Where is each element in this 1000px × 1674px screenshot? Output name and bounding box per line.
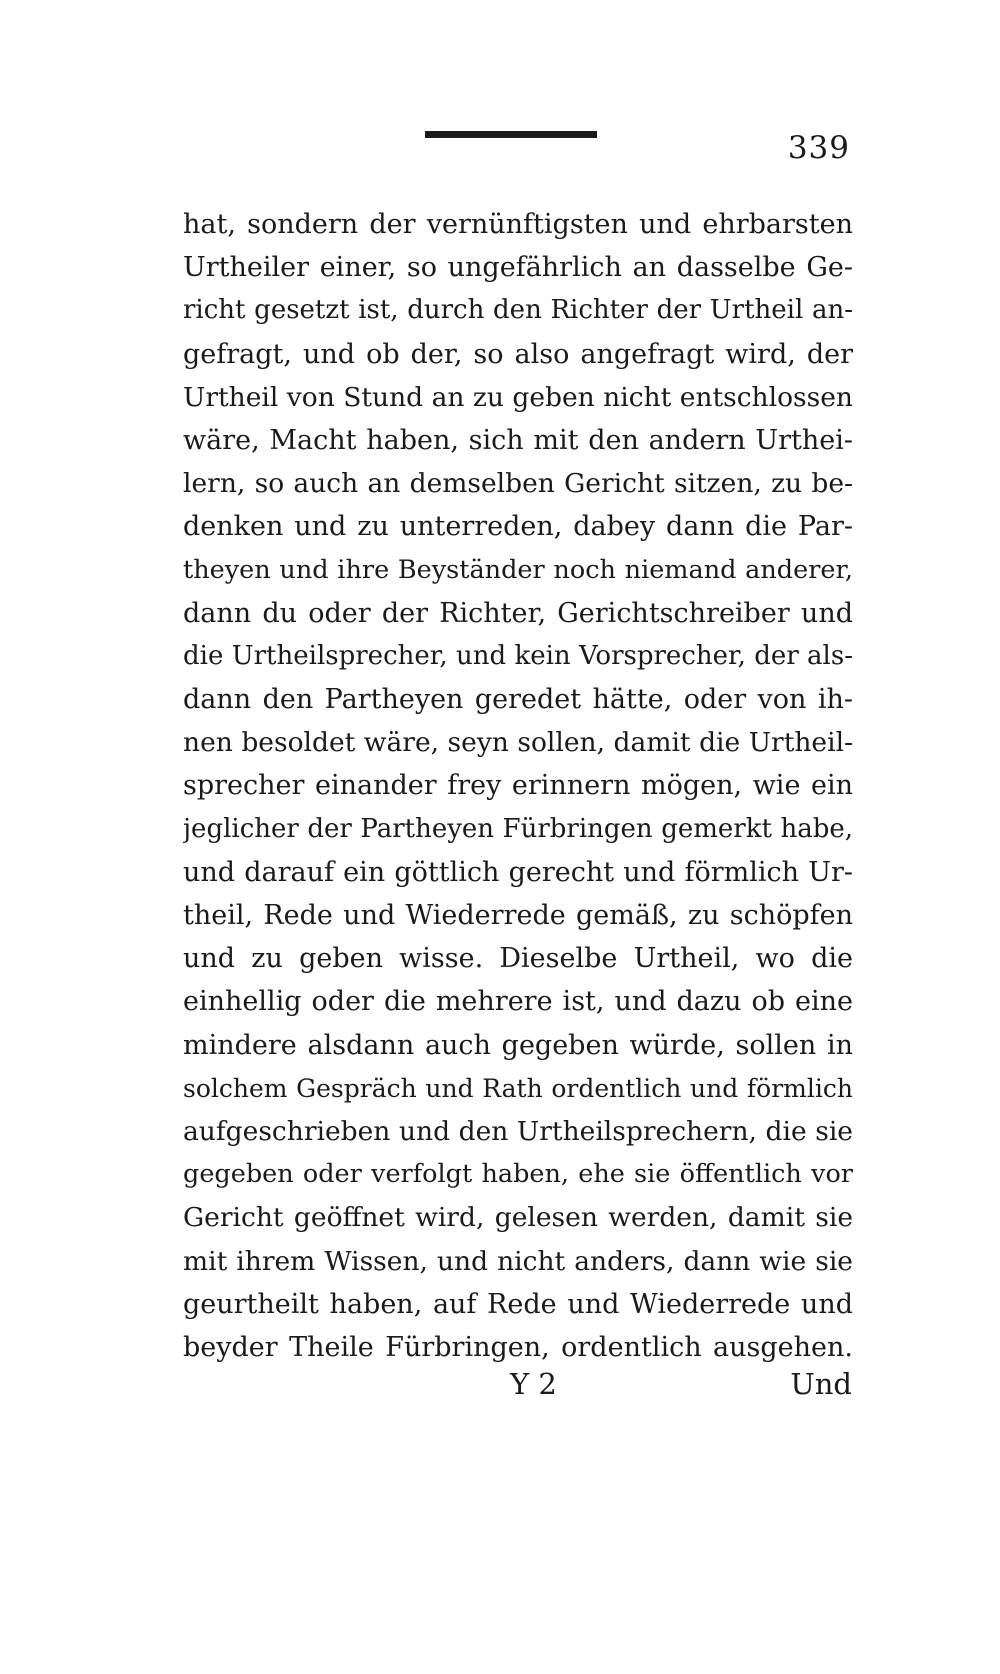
- header-rule: [425, 131, 597, 138]
- text-line: gegeben oder verfolgt haben, ehe sie öffentlich vor: [183, 1159, 853, 1190]
- text-line: einhellig oder die mehrere ist, und dazu ob eine: [183, 986, 853, 1018]
- text-line: geurtheilt haben, auf Rede und Wiederrede und: [183, 1288, 853, 1320]
- text-line: theil, Rede und Wiederrede gemäß, zu schöpfen: [183, 900, 853, 931]
- text-line: gefragt, und ob der, so also angefragt wird, der: [183, 338, 853, 370]
- text-line: hat, sondern der vernünftigsten und ehrbarsten: [183, 209, 853, 240]
- text-line: beyder Theile Fürbringen, ordentlich ausgehen.: [183, 1331, 853, 1363]
- text-line: lern, so auch an demselben Gericht sitzen, zu be-: [183, 468, 853, 500]
- page-number: 339: [787, 130, 850, 166]
- text-line: mindere alsdann auch gegeben würde, sollen in: [183, 1029, 853, 1061]
- text-line: dann den Partheyen geredet hätte, oder von ih-: [183, 684, 853, 716]
- text-line: nen besoldet wäre, seyn sollen, damit die Urtheil-: [183, 727, 853, 759]
- text-line: Urtheiler einer, so ungefährlich an dasselbe Ge-: [183, 252, 853, 284]
- text-line: theyen und ihre Beyständer noch niemand anderer,: [183, 554, 853, 585]
- body-text: [183, 203, 853, 1369]
- text-line: wäre, Macht haben, sich mit den andern Urthei-: [183, 424, 853, 456]
- text-line: und zu geben wisse. Dieselbe Urtheil, wo die: [183, 943, 853, 975]
- signature-mark: Y 2: [510, 1367, 557, 1401]
- text-line: richt gesetzt ist, durch den Richter der Urtheil an-: [183, 295, 853, 326]
- text-line: denken und zu unterreden, dabey dann die Par-: [183, 511, 853, 543]
- text-line: aufgeschrieben und den Urtheilsprechern, die sie: [183, 1115, 853, 1147]
- text-line: die Urtheilsprecher, und kein Vorsprecher, der als-: [183, 640, 853, 671]
- text-line: mit ihrem Wissen, und nicht anders, dann wie sie: [183, 1245, 853, 1277]
- text-line: Gericht geöffnet wird, gelesen werden, damit sie: [183, 1202, 853, 1234]
- text-line: Urtheil von Stund an zu geben nicht entschlossen: [183, 381, 853, 413]
- catchword: Und: [790, 1367, 852, 1401]
- text-line: sprecher einander frey erinnern mögen, wie ein: [183, 770, 853, 802]
- text-line: dann du oder der Richter, Gerichtschreiber und: [183, 597, 853, 629]
- text-line: jeglicher der Partheyen Fürbringen gemerkt habe,: [183, 813, 853, 844]
- text-line: und darauf ein göttlich gerecht und förmlich Ur-: [183, 856, 853, 888]
- text-line: solchem Gespräch und Rath ordentlich und förmlich: [183, 1073, 853, 1103]
